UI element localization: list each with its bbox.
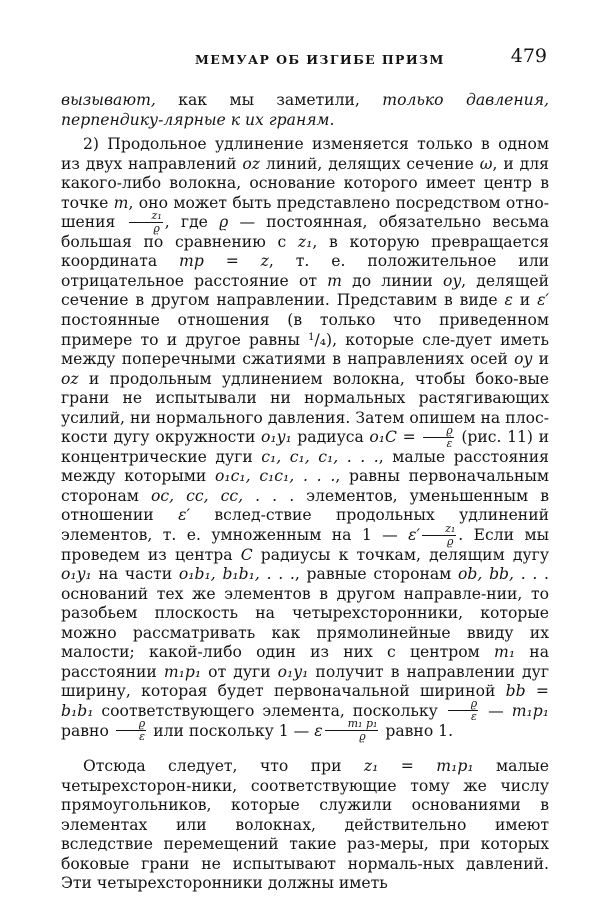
- fraction-numerator: ϱ: [423, 425, 453, 438]
- math-term: oc, cc, cc, . . .: [151, 486, 295, 505]
- text-run: , и для какого-либо волокна, основание которого имеет центр в точке: [61, 154, 549, 212]
- fraction: [448, 698, 478, 723]
- math-term: только давления, перпендику-лярные к их граням.: [61, 91, 550, 129]
- math-term: oz: [61, 369, 79, 388]
- math-term: mp = z: [179, 252, 269, 271]
- fraction-denominator: ε: [446, 436, 453, 450]
- text-run: на расстоянии: [61, 643, 549, 681]
- math-term: o₁y₁: [261, 428, 292, 447]
- paragraph: [61, 757, 549, 894]
- text-run: радиусы к точкам, делящим дугу: [252, 545, 549, 564]
- text-run: как мы заметили,: [155, 91, 383, 109]
- fraction: [422, 523, 456, 548]
- fraction: [423, 425, 453, 450]
- math-term: m₁: [494, 643, 516, 662]
- math-term: ob, bb, . . .: [458, 565, 550, 584]
- math-term: o₁b₁, b₁b₁, . . .: [178, 565, 295, 584]
- paragraph: [61, 91, 549, 130]
- text-run: , т. е. положительное или отрицательное расстояние от: [61, 252, 549, 290]
- text-run: вслед-ствие продольных удлинений элементов, т. е. умноженным на 1 —: [61, 506, 549, 545]
- math-term: m₁p₁: [163, 662, 202, 681]
- text-run: радиуса: [291, 428, 370, 447]
- math-term: bb = b₁b₁: [61, 682, 549, 720]
- text-run: Отсюда следует, что при: [83, 757, 364, 776]
- text-run: =: [396, 428, 422, 447]
- fraction: [116, 718, 146, 743]
- fraction-numerator: z₁: [129, 210, 163, 223]
- text-run: , малые расстояния между которыми: [61, 447, 549, 486]
- text-run: на части: [91, 565, 179, 584]
- fraction-denominator: ϱ: [446, 534, 454, 548]
- fraction: [325, 718, 379, 743]
- math-term: oy: [442, 271, 462, 290]
- text-run: или поскольку 1 —: [148, 721, 315, 740]
- fraction-denominator: ϱ: [153, 221, 160, 235]
- text-run: равно 1.: [380, 721, 454, 740]
- fraction-denominator: ε: [471, 710, 477, 724]
- text-run: 2) Продольное удлинение изменяется только в одном из двух направлений: [61, 135, 549, 173]
- text-run: —: [480, 701, 512, 720]
- math-term: ε′: [537, 291, 549, 310]
- text-run: — постоянная, обязательно весьма большая по сравнению с: [61, 213, 549, 251]
- text-run: и: [512, 291, 538, 310]
- text-run: оснований тех же элементов в другом направле-нии, то разобьем плоскость на четырехсторонники, которые можно рассматривать как прямолинейные ввиду их малости; какой-либо один из них с центром: [61, 584, 549, 662]
- fraction-numerator: ϱ: [448, 698, 478, 711]
- text-run: соответствующего элемента, поскольку: [93, 701, 446, 720]
- math-term: ω: [479, 154, 493, 173]
- fraction: [129, 210, 163, 235]
- math-term: oz: [242, 154, 260, 173]
- math-term: z₁ = m₁p₁: [363, 757, 474, 776]
- math-term: ε: [314, 721, 323, 740]
- math-term: o₁y₁: [61, 565, 92, 584]
- text-run: . Если мы проведем из центра: [61, 526, 549, 564]
- math-term: ϱ: [219, 213, 229, 232]
- math-term: o₁C: [369, 428, 397, 447]
- text-run: , равные сторонам: [294, 565, 459, 584]
- text-run: , где: [164, 213, 220, 232]
- text-run: получит в направлении дуг ширину, которая будет первоначальной шириной: [61, 662, 549, 701]
- text-run: постоянные отношения (в только что приведенном примере то и другое равны: [61, 311, 549, 349]
- text-run: элементов, уменьшенным в отношении: [61, 486, 549, 525]
- math-term: m: [113, 193, 129, 212]
- text-run: , делящей сечение в другом направлении. Представим в виде: [61, 271, 550, 310]
- math-term: ε′: [178, 506, 190, 525]
- page-number: 479: [510, 45, 547, 67]
- math-term: ε: [504, 291, 513, 310]
- text-run: (рис. 11) и концентрические дуги: [61, 428, 549, 466]
- math-term: вызывают,: [61, 91, 156, 109]
- text-run: малые четырехсторон-ники, соответствующие тому же числу прямоугольников, которые служили основаниями в элементах или волокнах, действительно имеют вследствие перемещений такие раз-меры, при которых боковые грани не испытывают нормаль-ных давлений. Эти четырехсторонники должны иметь: [61, 757, 549, 893]
- math-term: o₁y₁: [277, 662, 309, 681]
- math-term: C: [240, 545, 253, 564]
- text-run: , равны первоначальным сторонам: [61, 467, 549, 505]
- text-run: до линии: [341, 271, 443, 290]
- math-term: o₁c₁, c₁c₁, . . .: [215, 467, 336, 486]
- math-term: m: [327, 271, 342, 290]
- fraction-denominator: ε: [139, 730, 145, 743]
- fraction-denominator: ϱ: [359, 730, 366, 743]
- running-title: МЕМУАР ОБ ИЗГИБЕ ПРИЗМ: [195, 52, 445, 67]
- math-term: m₁p₁: [511, 701, 549, 720]
- text-run: , в которую превращается координата: [61, 232, 550, 271]
- text-run: равно: [61, 721, 114, 740]
- fraction-numerator: m₁ p₁: [325, 718, 379, 731]
- math-term: oy: [514, 350, 533, 369]
- fraction-numerator: ϱ: [116, 718, 146, 731]
- body-text: [61, 91, 549, 894]
- text-run: , оно может быть представлено посредством отно-шения: [61, 193, 550, 232]
- text-run: и: [532, 350, 549, 369]
- math-term: c₁, c₁, c₁, . . .: [261, 447, 379, 466]
- text-run: и продольным удлинением волокна, чтобы боко-вые грани не испытывали ни нормальных растягивающих усилий, ни нормального давления. Затем опишем на плос-кости дугу окружности: [61, 369, 549, 447]
- superscript: 1: [308, 331, 315, 343]
- math-term: ε′: [408, 526, 421, 545]
- paragraph: [61, 135, 549, 741]
- text-run: от дуги: [201, 662, 278, 681]
- text-run: линий, делящих сечение: [260, 154, 480, 173]
- fraction-numerator: z₁: [422, 523, 456, 536]
- text-run: /₄), которые сле-дует иметь между поперечными сжатиями в направлениях осей: [61, 330, 550, 369]
- math-term: z₁: [297, 232, 313, 251]
